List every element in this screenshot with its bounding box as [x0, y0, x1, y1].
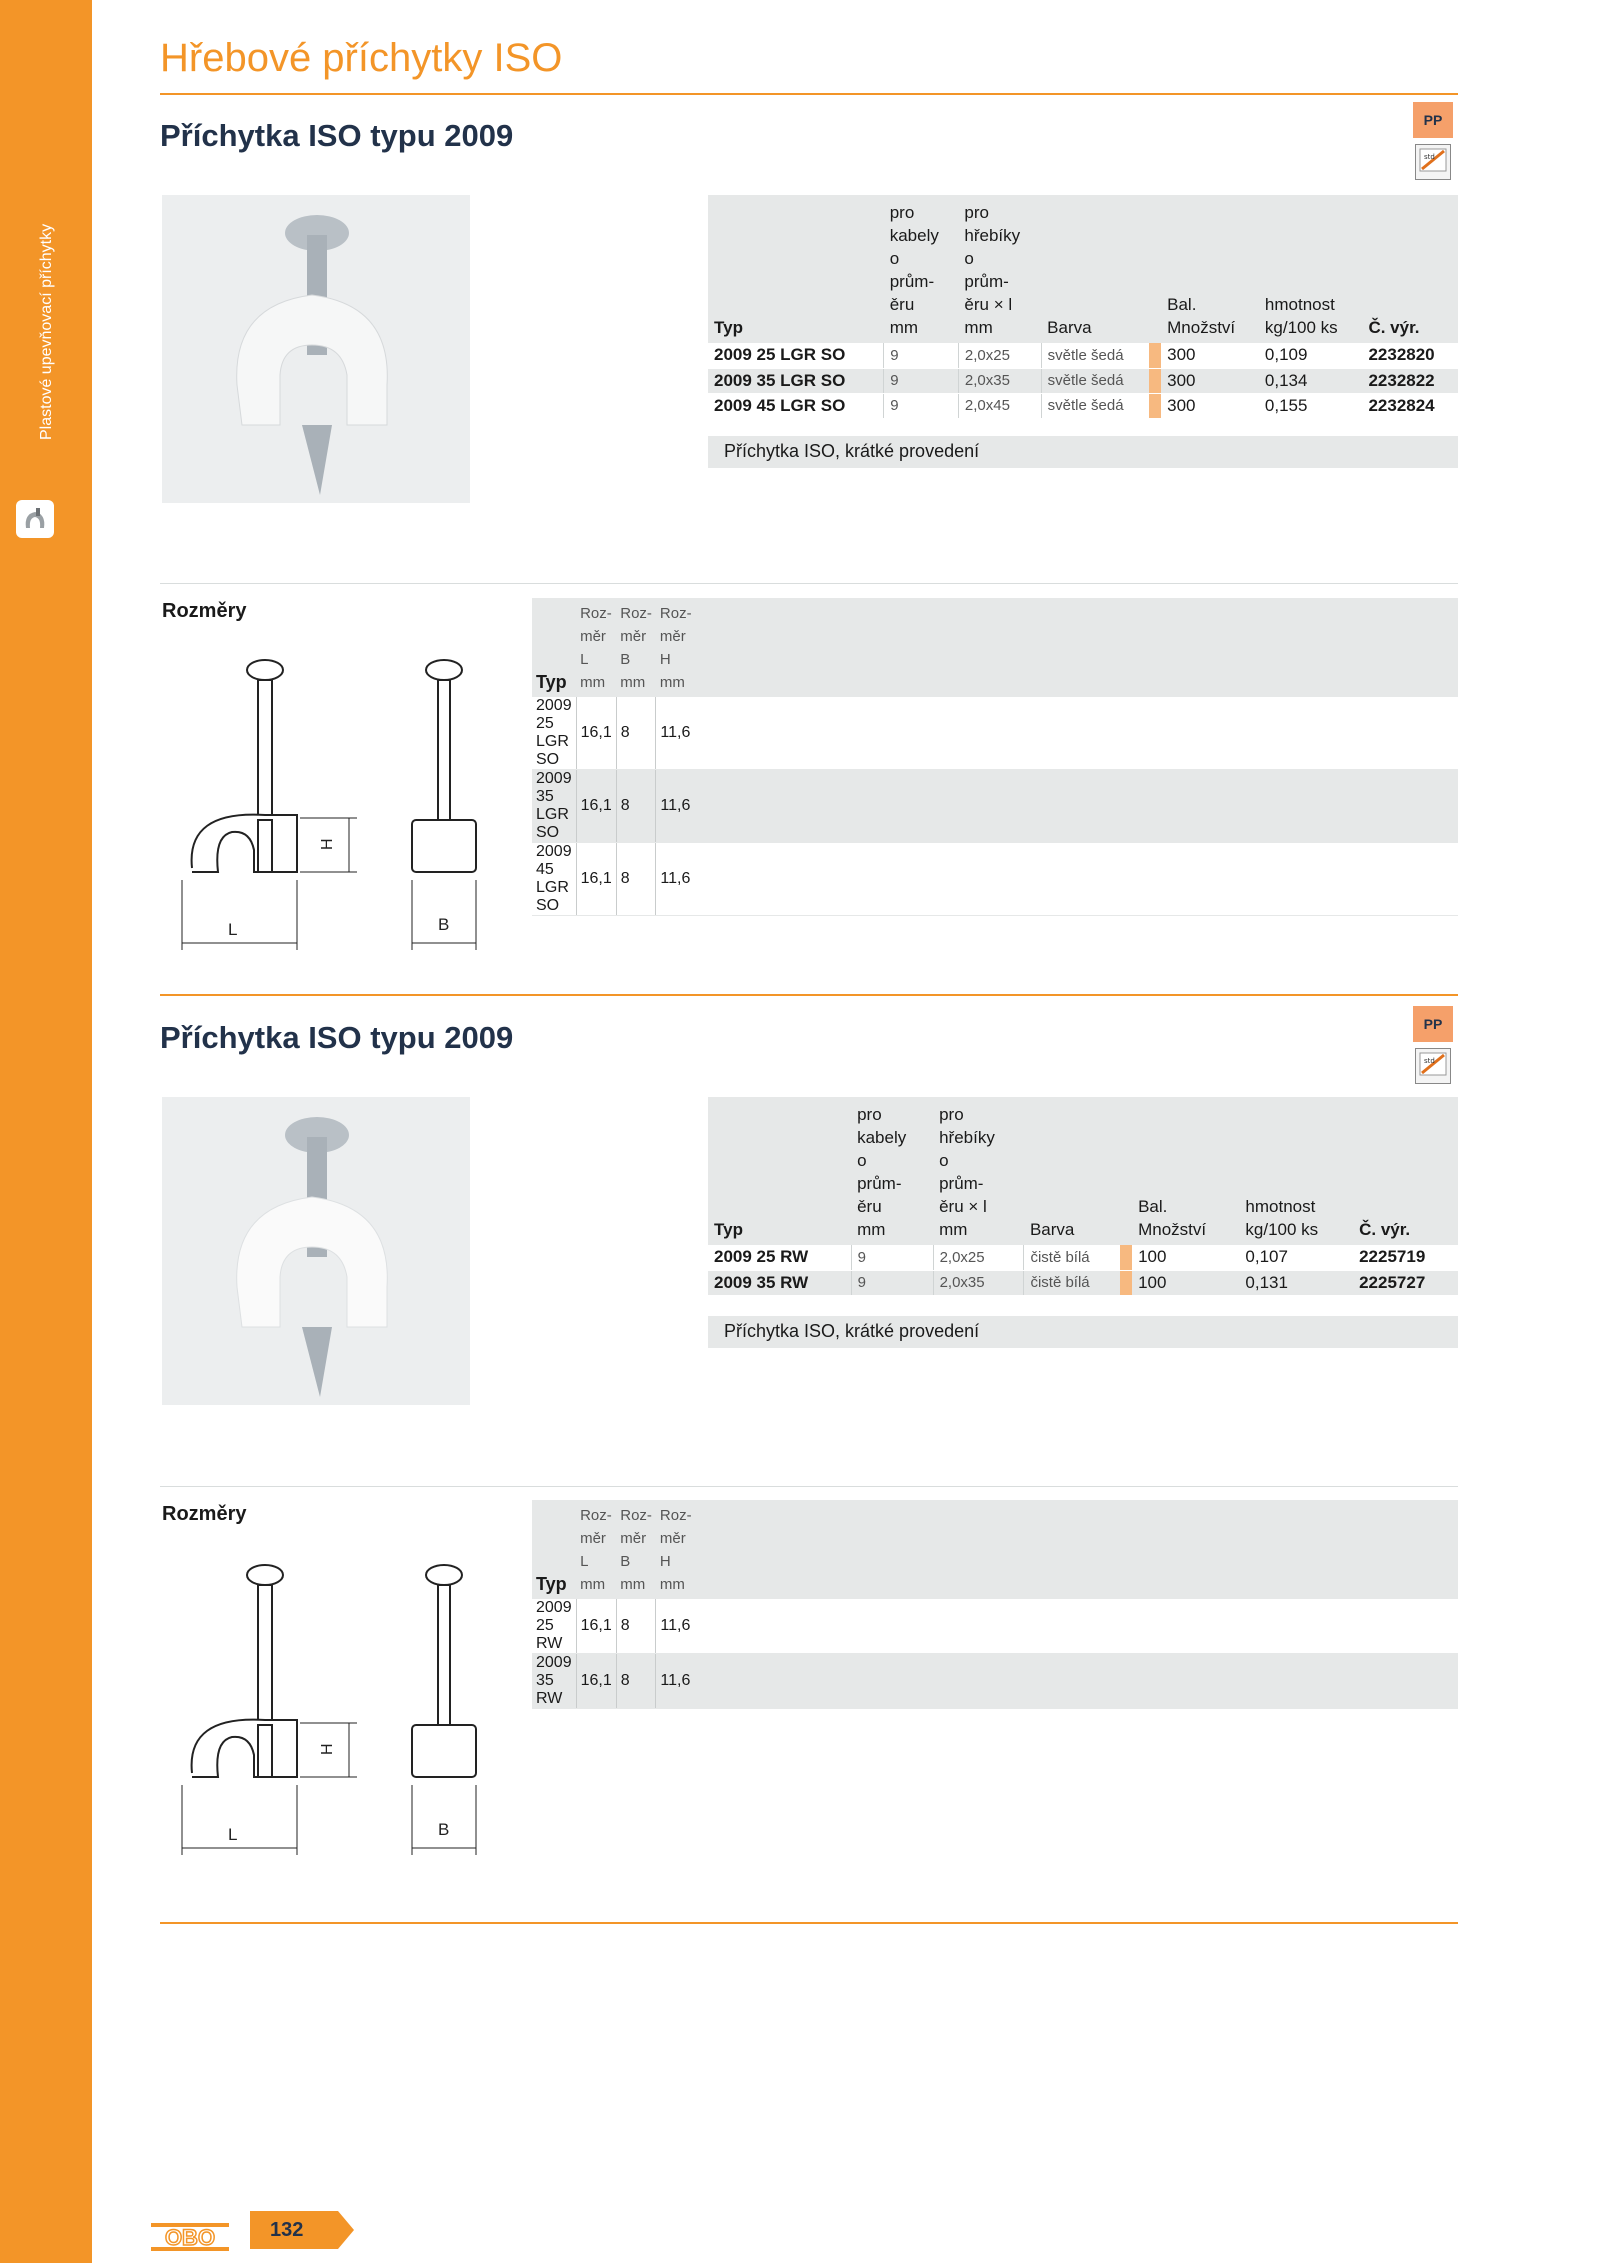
table-row: 2009 25 LGR SO 16,1 8 11,6: [532, 697, 1458, 770]
sidebar: [0, 0, 92, 2263]
table-header-row: Typ pro kabely o prům- ěru mm pro hřebíky o prům- ěru × l mm Barva Bal. Množství hmotnost kg/100 ks Č. výr.: [708, 1097, 1458, 1245]
clip-icon: [16, 500, 54, 538]
product-table: [708, 195, 1458, 419]
dim-label-b: B: [438, 915, 450, 934]
table-row: 2009 35 RW 9 2,0x35 čistě bílá 100 0,131 2225727: [708, 1270, 1458, 1295]
page-number: 132: [270, 2219, 304, 2241]
page-title: Hřebové příchytky ISO: [160, 36, 563, 80]
table-header-row: [708, 195, 1458, 343]
divider: [160, 1486, 1458, 1487]
obo-logo: [150, 2222, 230, 2252]
divider: [160, 583, 1458, 584]
col-header-kabely: pro kabely o prům- ěru mm: [889, 203, 939, 337]
title-divider: [160, 93, 1458, 95]
logo-text: OBO: [164, 2225, 216, 2250]
material-badge: PP: [1413, 1006, 1453, 1042]
table-row: 2009 25 RW 9 2,0x25 čistě bílá 100 0,107 2225719: [708, 1245, 1458, 1270]
col-header-typ: Typ: [714, 318, 743, 337]
table-row: 2009 25 RW 16,1 8 11,6: [532, 1599, 1458, 1654]
svg-text:std: std: [1424, 1057, 1435, 1065]
section-title: Příchytka ISO typu 2009: [160, 1020, 514, 1055]
dimensions-title: Rozměry: [162, 1503, 247, 1525]
table-row: 2009 25 LGR SO 9 2,0x25 světle šedá 300 0,109 2232820: [708, 343, 1458, 368]
material-badge: PP: [1413, 102, 1453, 138]
table-row: 2009 35 LGR SO 16,1 8 11,6: [532, 770, 1458, 843]
table-row: 2009 35 LGR SO 9 2,0x35 světle šedá 300 0,134 2232822: [708, 368, 1458, 393]
product-note: Příchytka ISO, krátké provedení: [708, 436, 1458, 468]
dim-label-l: L: [228, 920, 238, 939]
table-row: 2009 45 LGR SO 16,1 8 11,6: [532, 843, 1458, 916]
dimensions-table: Typ Roz- měr L mm Roz- měr B mm Roz- měr H mm 2009 25 LGR SO 16,1 8 11,6 2009 35 LGR SO 16,1 8 11,6 2009 45 LGR SO 16,1 8 11,6: [532, 598, 1458, 916]
product-photo: [162, 195, 470, 503]
dim-label-b: B: [438, 1820, 450, 1839]
certification-icon: [1415, 1048, 1451, 1084]
dimensions-title: Rozměry: [162, 600, 247, 622]
col-header-hmotnost: hmotnost kg/100 ks: [1264, 295, 1338, 337]
dim-label-h: H: [319, 1743, 336, 1755]
col-header-hrebiky: pro hřebíky o prům- ěru × l mm: [964, 203, 1021, 337]
table-row: 2009 35 RW 16,1 8 11,6: [532, 1654, 1458, 1709]
dimension-drawing: [162, 1555, 502, 1875]
product-photo: [162, 1097, 470, 1405]
certification-icon: [1415, 144, 1451, 180]
section-title: Příchytka ISO typu 2009: [160, 118, 514, 153]
dimension-drawing: [162, 650, 502, 970]
col-header-barva: Barva: [1047, 318, 1092, 337]
product-note: Příchytka ISO, krátké provedení: [708, 1316, 1458, 1348]
sidebar-label: Plastové upevňovací příchytky: [38, 223, 55, 440]
dimensions-table: Typ Roz- měr L mm Roz- měr B mm Roz- měr H mm 2009 25 RW 16,1 8 11,6 2009 35 RW 16,1 8 11,6: [532, 1500, 1458, 1709]
dim-label-h: H: [319, 838, 336, 850]
col-header-bal: Bal. Množství: [1167, 295, 1236, 337]
section-divider: [160, 1922, 1458, 1924]
dim-label-l: L: [228, 1825, 238, 1844]
svg-text:std: std: [1424, 153, 1435, 161]
col-header-cvyr: Č. výr.: [1368, 318, 1420, 337]
table-row: 2009 45 LGR SO 9 2,0x45 světle šedá 300 0,155 2232824: [708, 393, 1458, 418]
product-table: [708, 1097, 1458, 1296]
section-divider: [160, 994, 1458, 996]
